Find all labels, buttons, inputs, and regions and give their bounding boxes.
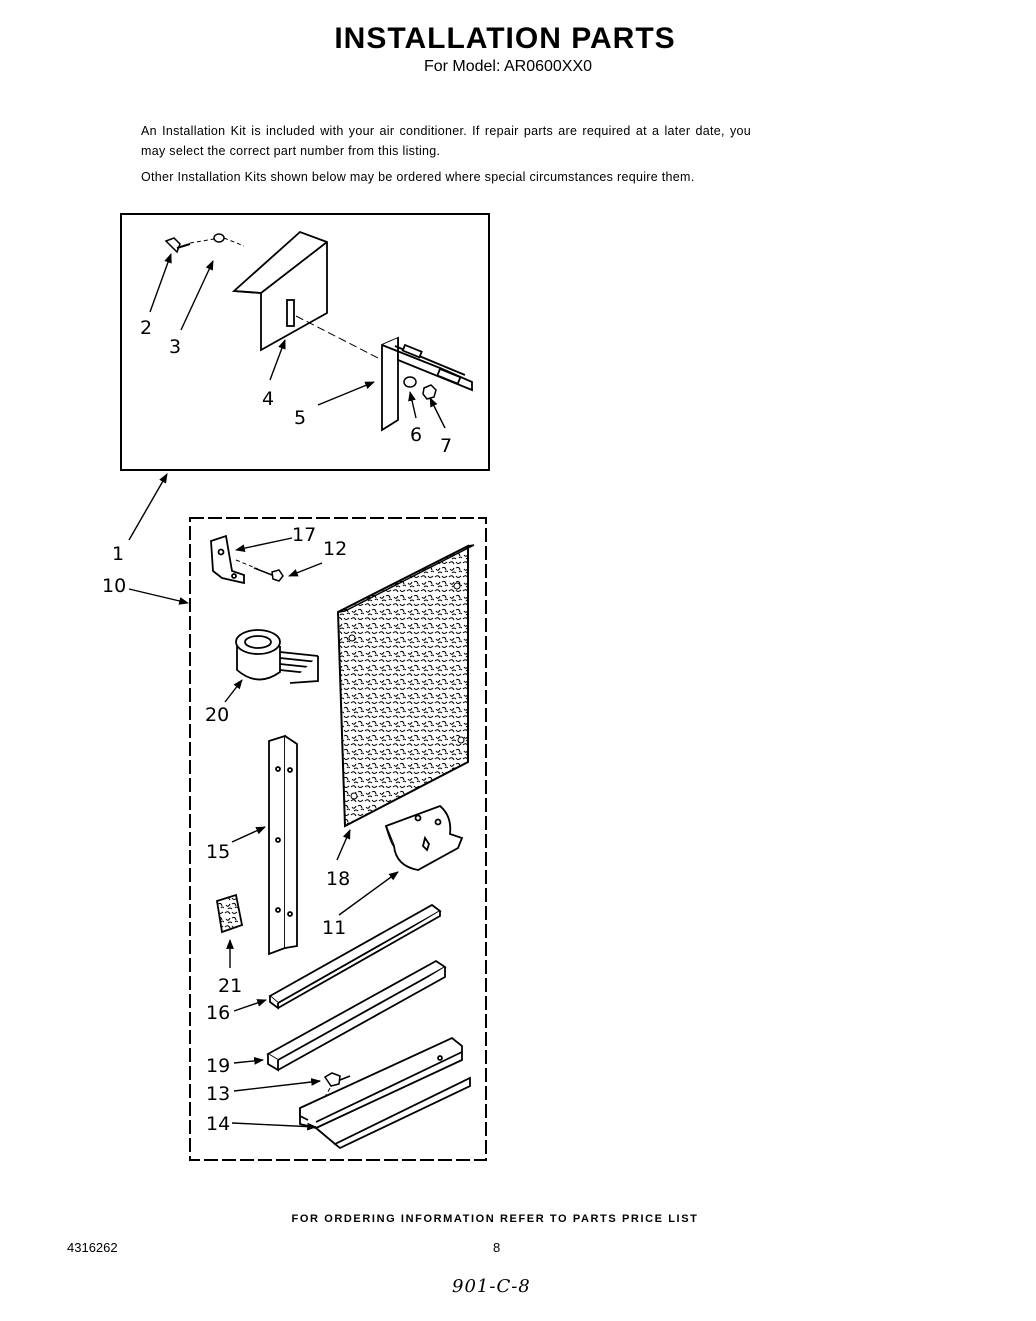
angle-cover-part-4	[234, 232, 327, 350]
washer-part-3	[214, 234, 224, 242]
callout-4: 4	[262, 388, 275, 410]
callout-13: 13	[206, 1083, 231, 1105]
nut-part-7	[423, 385, 436, 399]
washer-part-6	[404, 377, 416, 387]
tape-roll-part-20	[236, 630, 318, 683]
callout-12: 12	[323, 538, 348, 560]
screw-part-12	[254, 568, 283, 581]
callout-15: 15	[206, 841, 231, 863]
callout-10: 10	[102, 575, 127, 597]
l-bracket-part-17	[211, 536, 244, 583]
callout-2: 2	[140, 317, 153, 339]
callout-1: 1	[112, 543, 125, 565]
angle-rail-part-15	[269, 736, 297, 954]
screw-part-13	[325, 1073, 350, 1086]
callout-20: 20	[205, 704, 230, 726]
callout-7: 7	[440, 435, 453, 457]
ordering-info-note: FOR ORDERING INFORMATION REFER TO PARTS PRICE LIST	[291, 1213, 699, 1225]
screw-part-2	[166, 238, 190, 252]
page-title: INSTALLATION PARTS	[334, 22, 676, 55]
model-subtitle: For Model: AR0600XX0	[423, 58, 593, 75]
callout-18: 18	[326, 868, 351, 890]
callout-11: 11	[322, 917, 347, 939]
callout-14: 14	[206, 1113, 231, 1135]
sill-channel-part-14	[300, 1038, 470, 1148]
callout-6: 6	[410, 424, 423, 446]
intro-paragraph: An Installation Kit is included with your air conditioner. If repair parts are required at a later date, you may select the correct part number from this listing.	[141, 124, 751, 158]
handwritten-note: 901-C-8	[452, 1276, 531, 1297]
foam-panel-part-18	[338, 545, 474, 826]
callout-21: 21	[218, 975, 243, 997]
callout-5: 5	[294, 407, 307, 429]
document-number: 4316262	[67, 1240, 118, 1255]
foam-block-part-21	[217, 895, 242, 932]
curved-bracket-part-11	[386, 806, 462, 870]
intro-paragraph-other-kits: Other Installation Kits shown below may be ordered where special circumstances require them.	[141, 170, 695, 184]
callout-17: 17	[292, 524, 317, 546]
bracket-part-5	[382, 338, 472, 430]
callout-19: 19	[206, 1055, 231, 1077]
callout-3: 3	[169, 336, 182, 358]
callout-16: 16	[206, 1002, 231, 1024]
page-number: 8	[493, 1240, 501, 1255]
